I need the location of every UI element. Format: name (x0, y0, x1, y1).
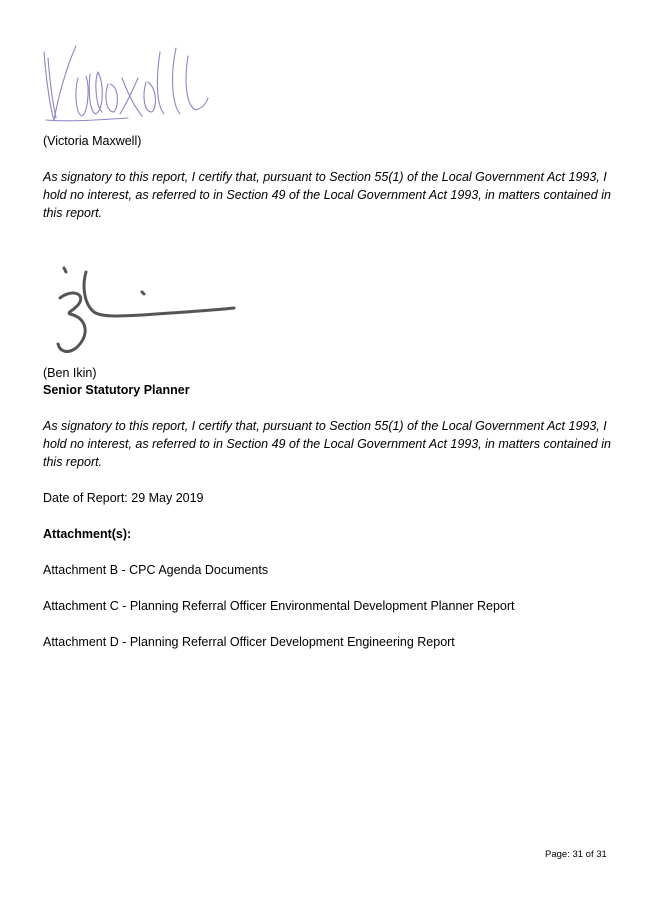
signatory2-title: Senior Statutory Planner (43, 383, 190, 397)
attachment-item: Attachment B - CPC Agenda Documents (43, 563, 269, 577)
attachment-item: Attachment D - Planning Referral Officer Development Engineering Report (43, 635, 455, 649)
signature-victoria-maxwell (38, 38, 213, 126)
attachment-item: Attachment C - Planning Referral Officer Environmental Development Planner Report (43, 599, 515, 613)
signatory2-certification: As signatory to this report, I certify that, pursuant to Section 55(1) of the Local Government Act 1993, I hold no interest, as referred to in Section 49 of the Local Government Act 1993, in matters contained in this report. (43, 419, 611, 469)
signature-ben-ikin (46, 262, 242, 358)
signatory1-name: (Victoria Maxwell) (43, 134, 142, 148)
signatory1-certification: As signatory to this report, I certify that, pursuant to Section 55(1) of the Local Government Act 1993, I hold no interest, as referred to in Section 49 of the Local Government Act 1993, in matters contained in this report. (43, 170, 611, 220)
page-number: Page: 31 of 31 (545, 849, 607, 860)
report-date: Date of Report: 29 May 2019 (43, 491, 204, 505)
attachments-heading: Attachment(s): (43, 527, 132, 541)
signatory2-name: (Ben Ikin) (43, 366, 97, 380)
